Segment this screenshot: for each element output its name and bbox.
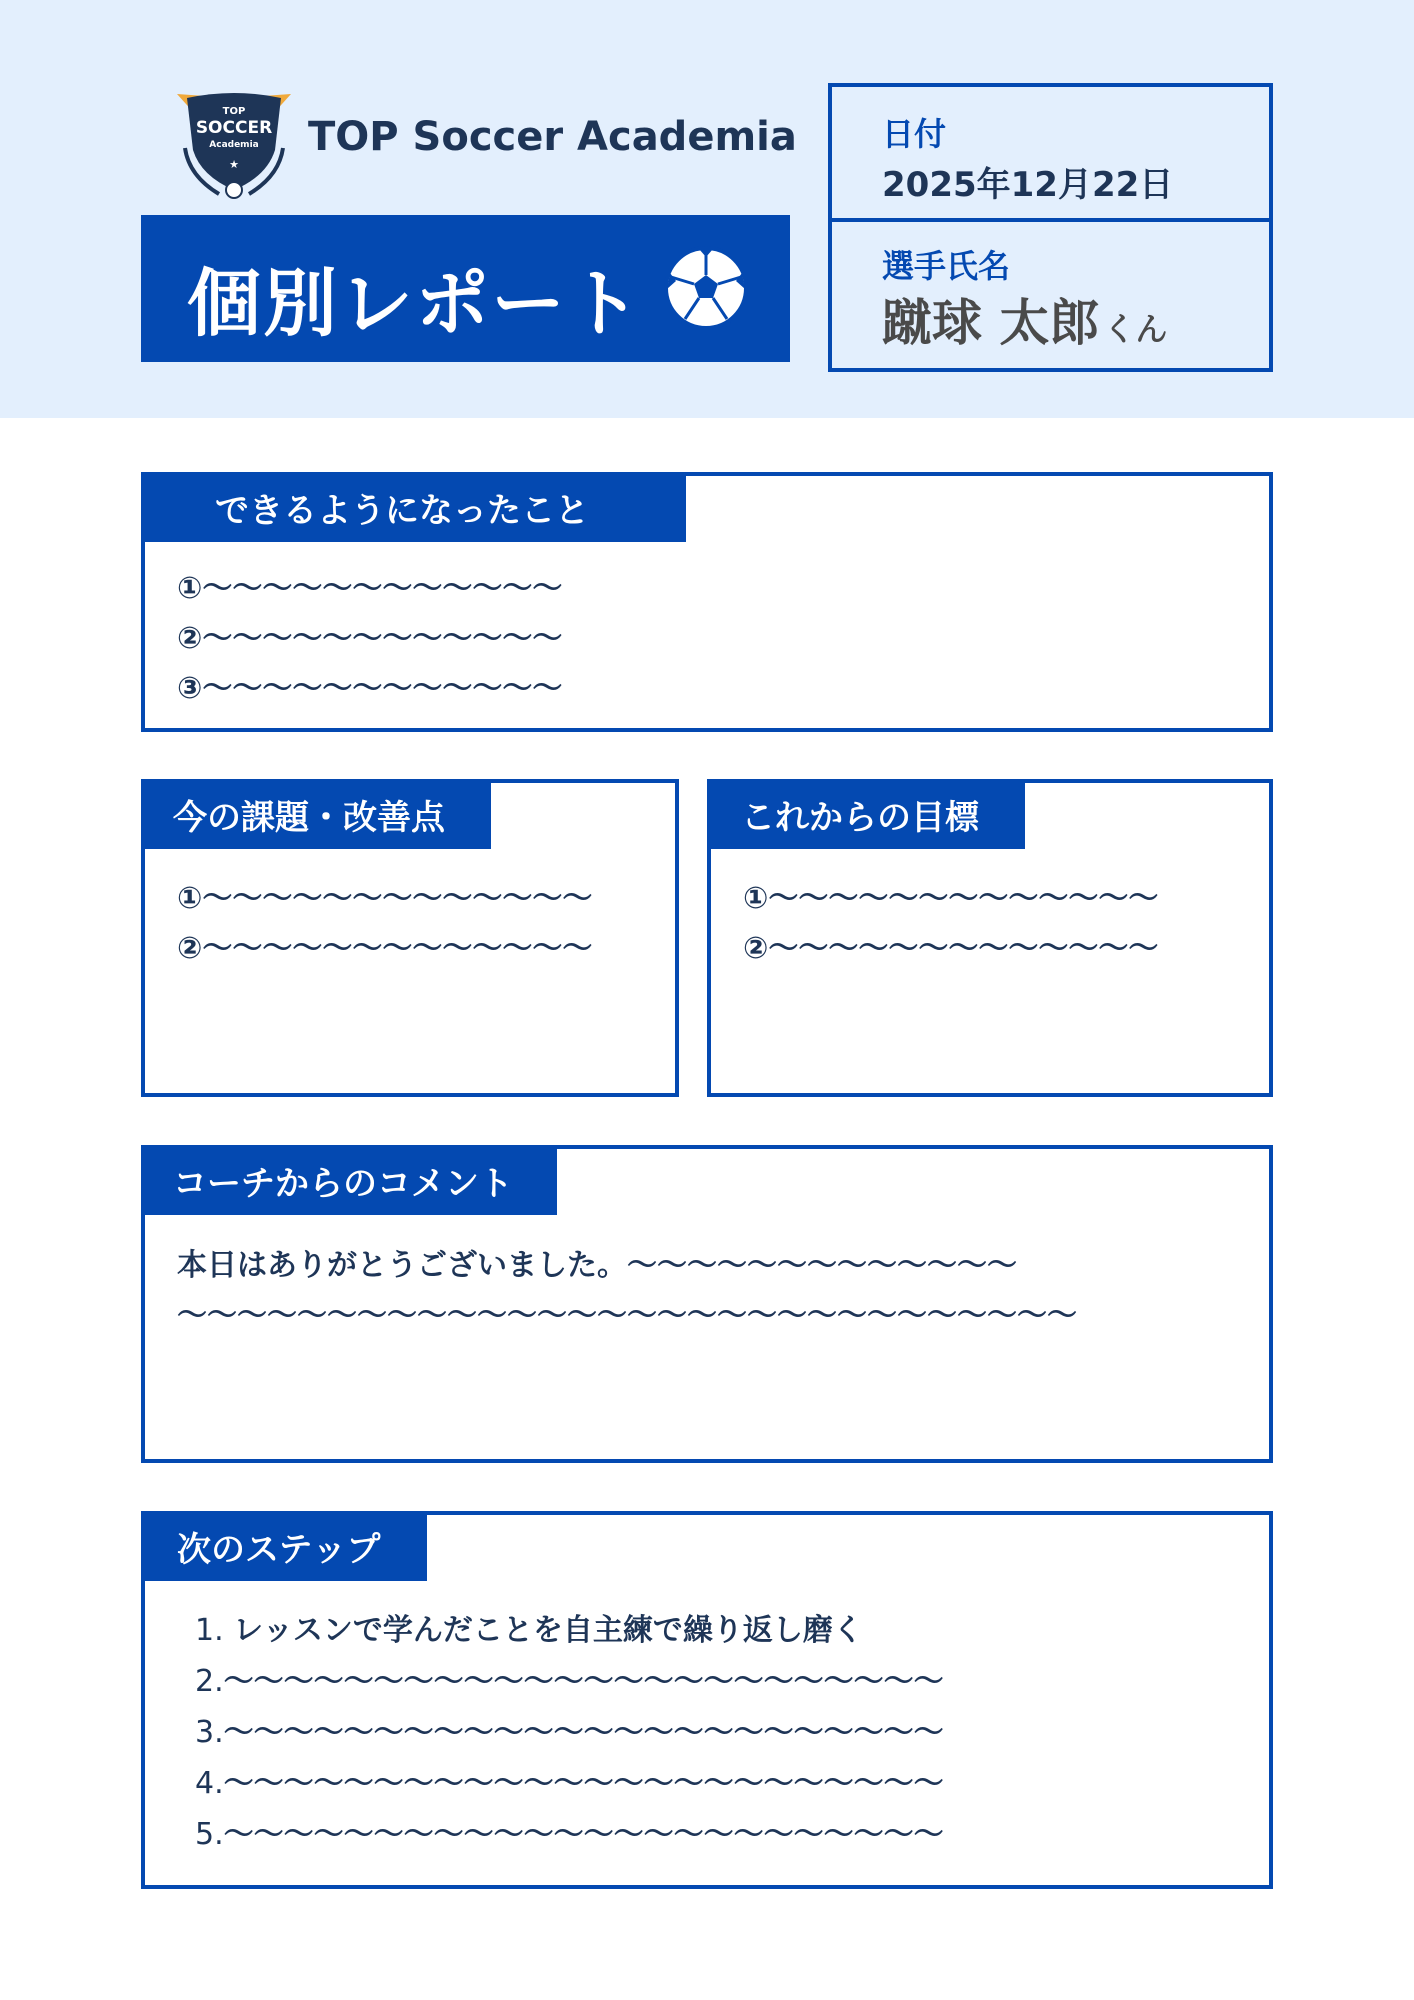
academy-name: TOP Soccer Academia (308, 114, 797, 160)
step-number: 4. (195, 1766, 224, 1801)
player-name-suffix: くん (1103, 310, 1168, 348)
next-steps-title: 次のステップ (141, 1511, 427, 1581)
next-step-item (195, 1707, 944, 1758)
issues-title: 今の課題・改善点 (141, 779, 491, 849)
step-text: 〜〜〜〜〜〜〜〜〜〜〜〜〜〜〜〜〜〜〜〜〜〜〜〜 (223, 1715, 944, 1750)
goal-item: ②〜〜〜〜〜〜〜〜〜〜〜〜〜 (743, 931, 1159, 966)
logo-main-text: SOCCER (195, 118, 273, 138)
step-number: 1. (195, 1613, 224, 1648)
title-bar (141, 215, 790, 362)
info-box (828, 83, 1273, 372)
next-step-item (195, 1656, 944, 1707)
step-text: 〜〜〜〜〜〜〜〜〜〜〜〜〜〜〜〜〜〜〜〜〜〜〜〜 (223, 1664, 944, 1699)
academy-logo (175, 90, 293, 202)
step-number: 5. (195, 1817, 224, 1852)
coach-comment-line: 本日はありがとうございました。〜〜〜〜〜〜〜〜〜〜〜〜〜 (177, 1248, 1017, 1283)
date-label: 日付 (882, 115, 947, 153)
player-name-text: 蹴球 太郎 (882, 294, 1100, 352)
logo-star-icon: ★ (229, 158, 239, 171)
achievement-item: ②〜〜〜〜〜〜〜〜〜〜〜〜 (177, 621, 563, 656)
step-text: レッスンで学んだことを自主練で繰り返し磨く (233, 1613, 863, 1648)
logo-ball-icon (226, 182, 242, 198)
coach-comment-section (141, 1145, 1273, 1463)
date-value: 2025年12月22日 (882, 165, 1174, 205)
achievement-item: ③〜〜〜〜〜〜〜〜〜〜〜〜 (177, 671, 563, 706)
goals-title: これからの目標 (707, 779, 1025, 849)
achievement-item: ①〜〜〜〜〜〜〜〜〜〜〜〜 (177, 571, 563, 606)
issues-section (141, 779, 679, 1097)
next-step-item (195, 1605, 944, 1656)
coach-comment-title: コーチからのコメント (141, 1145, 557, 1215)
issue-item: ①〜〜〜〜〜〜〜〜〜〜〜〜〜 (177, 881, 593, 916)
coach-comment-line: 〜〜〜〜〜〜〜〜〜〜〜〜〜〜〜〜〜〜〜〜〜〜〜〜〜〜〜〜〜〜 (177, 1298, 1077, 1333)
issue-item: ②〜〜〜〜〜〜〜〜〜〜〜〜〜 (177, 931, 593, 966)
player-name-label: 選手氏名 (882, 247, 1011, 285)
logo-sub-text: Academia (209, 140, 259, 150)
step-number: 3. (195, 1715, 224, 1750)
step-number: 2. (195, 1664, 224, 1699)
logo-top-text: TOP (222, 106, 246, 117)
achievements-section (141, 472, 1273, 732)
player-name (882, 283, 1167, 355)
goal-item: ①〜〜〜〜〜〜〜〜〜〜〜〜〜 (743, 881, 1159, 916)
info-divider (832, 218, 1269, 222)
next-step-item (195, 1809, 944, 1860)
next-steps-section (141, 1511, 1273, 1889)
page-title: 個別レポート (187, 261, 643, 347)
next-step-item (195, 1758, 944, 1809)
achievements-title: できるようになったこと (141, 472, 686, 542)
step-text: 〜〜〜〜〜〜〜〜〜〜〜〜〜〜〜〜〜〜〜〜〜〜〜〜 (223, 1766, 944, 1801)
step-text: 〜〜〜〜〜〜〜〜〜〜〜〜〜〜〜〜〜〜〜〜〜〜〜〜 (223, 1817, 944, 1852)
soccer-ball-icon (663, 245, 749, 331)
goals-section (707, 779, 1273, 1097)
